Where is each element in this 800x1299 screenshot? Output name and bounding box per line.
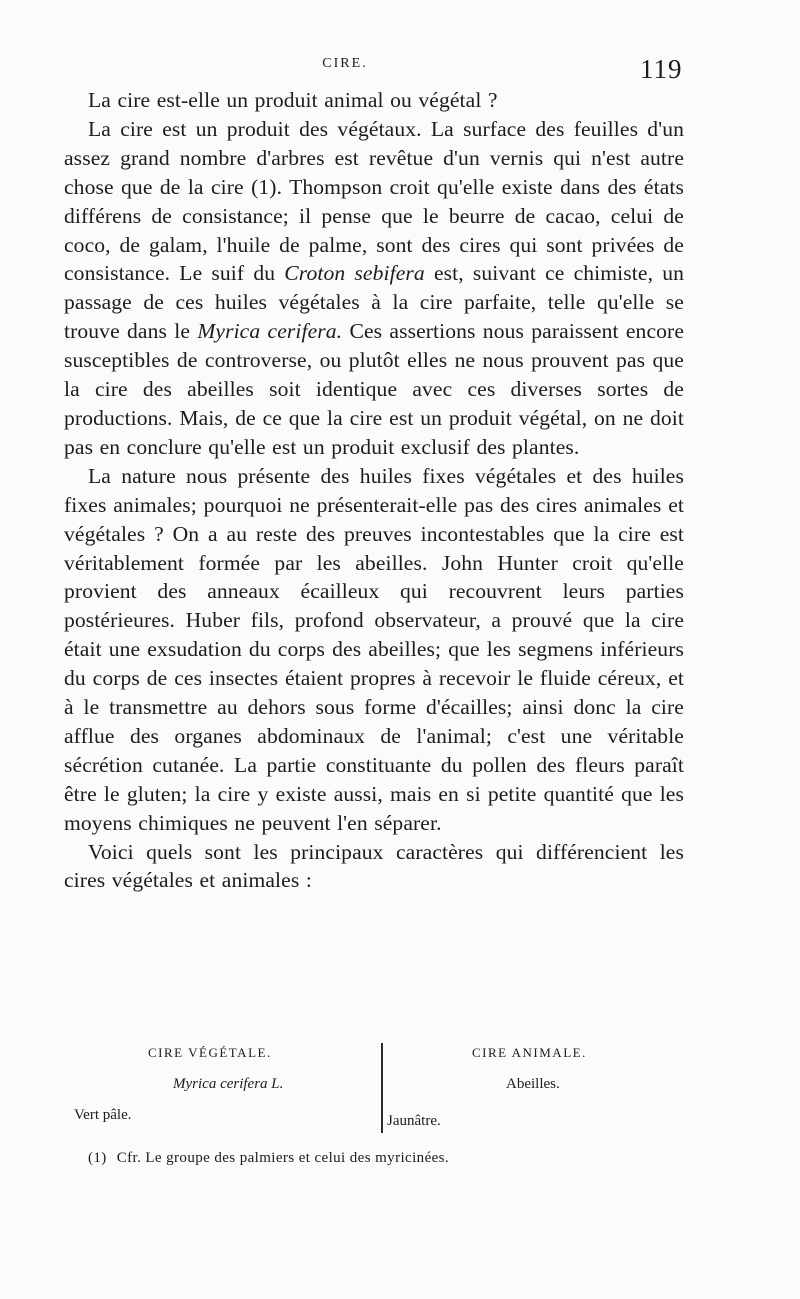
paragraph-text: Ces assertions nous paraissent encore susceptibles de controverse, ou plutôt elles ne nous prouvent pas que la cire des abeilles soit identique avec ces diverses sortes de productions. Mais, de ce que la cire est un produit végétal, on ne doit pas en conclure qu'elle est un produit exclusif des plantes.	[64, 319, 685, 459]
species-name-croton: Croton sebifera	[284, 261, 425, 286]
animal-wax-header: CIRE ANIMALE.	[472, 1045, 587, 1060]
vegetable-wax-color: Vert pâle.	[74, 1107, 132, 1123]
paragraph-text: Voici quels sont les principaux caractères qui différencient les cires végétales et animales :	[64, 839, 684, 893]
animal-wax-color: Jaunâtre.	[387, 1113, 441, 1129]
footnote-mark: (1)	[88, 1150, 107, 1166]
paragraph-characters-intro	[64, 838, 684, 896]
running-title: CIRE.	[322, 56, 368, 71]
paragraph-text: La nature nous présente des huiles fixes végétales et des huiles fixes animales; pourquoi ne présenterait-elle pas des cires animales et végétales ? On a au reste des preuves incontestables que la cire est véritablement formée par les abeilles. John Hunter croit qu'elle provient des anneaux écailleux qui recouvrent leurs parties postérieures. Huber fils, profond observateur, a prouvé que la cire était une exsudation du corps des abeilles; que les segmens inférieurs du corps de ces insectes étaient propres à recevoir le fluide céreux, et à le transmettre au dehors sous forme d'écailles; ainsi donc la cire afflue des organes abdominaux de l'animal; c'est une véritable sécrétion cutanée. La partie constituante du pollen des fleurs paraît être le gluten; la cire y existe aussi, mais en si petite quantité que les moyens chimiques ne peuvent l'en séparer.	[64, 463, 684, 835]
paragraph-vegetable-wax	[64, 115, 684, 462]
vegetable-wax-species: Myrica cerifera L.	[173, 1076, 284, 1092]
paragraph-text: est, suivant ce chimiste, un passage de ces huiles végétales à la cire parfaite, telle qu'elle se trouve dans le	[64, 261, 685, 344]
body-text	[64, 86, 684, 895]
paragraph-text: La cire est-elle un produit animal ou végétal ?	[88, 88, 498, 112]
page-number: 119	[640, 54, 683, 84]
column-divider	[381, 1043, 383, 1133]
animal-wax-source: Abeilles.	[506, 1076, 560, 1092]
paragraph-animal-wax	[64, 462, 684, 838]
footnote	[88, 1150, 449, 1167]
species-name-myrica: Myrica cerifera.	[197, 319, 343, 344]
vegetable-wax-header: CIRE VÉGÉTALE.	[148, 1045, 272, 1060]
paragraph-text: La cire est un produit des végétaux. La surface des feuilles d'un assez grand nombre d'arbres est revêtue d'un vernis qui n'est autre chose que de la cire (1). Thompson croit qu'elle existe dans des états différens de consistance; il pense que le beurre de cacao, celui de coco, de galam, l'huile de palme, sont des cires qui sont privées de consistance. Le suif du	[64, 116, 684, 286]
footnote-text: Cfr. Le groupe des palmiers et celui des myricinées.	[116, 1150, 450, 1166]
paragraph-question	[64, 86, 684, 115]
